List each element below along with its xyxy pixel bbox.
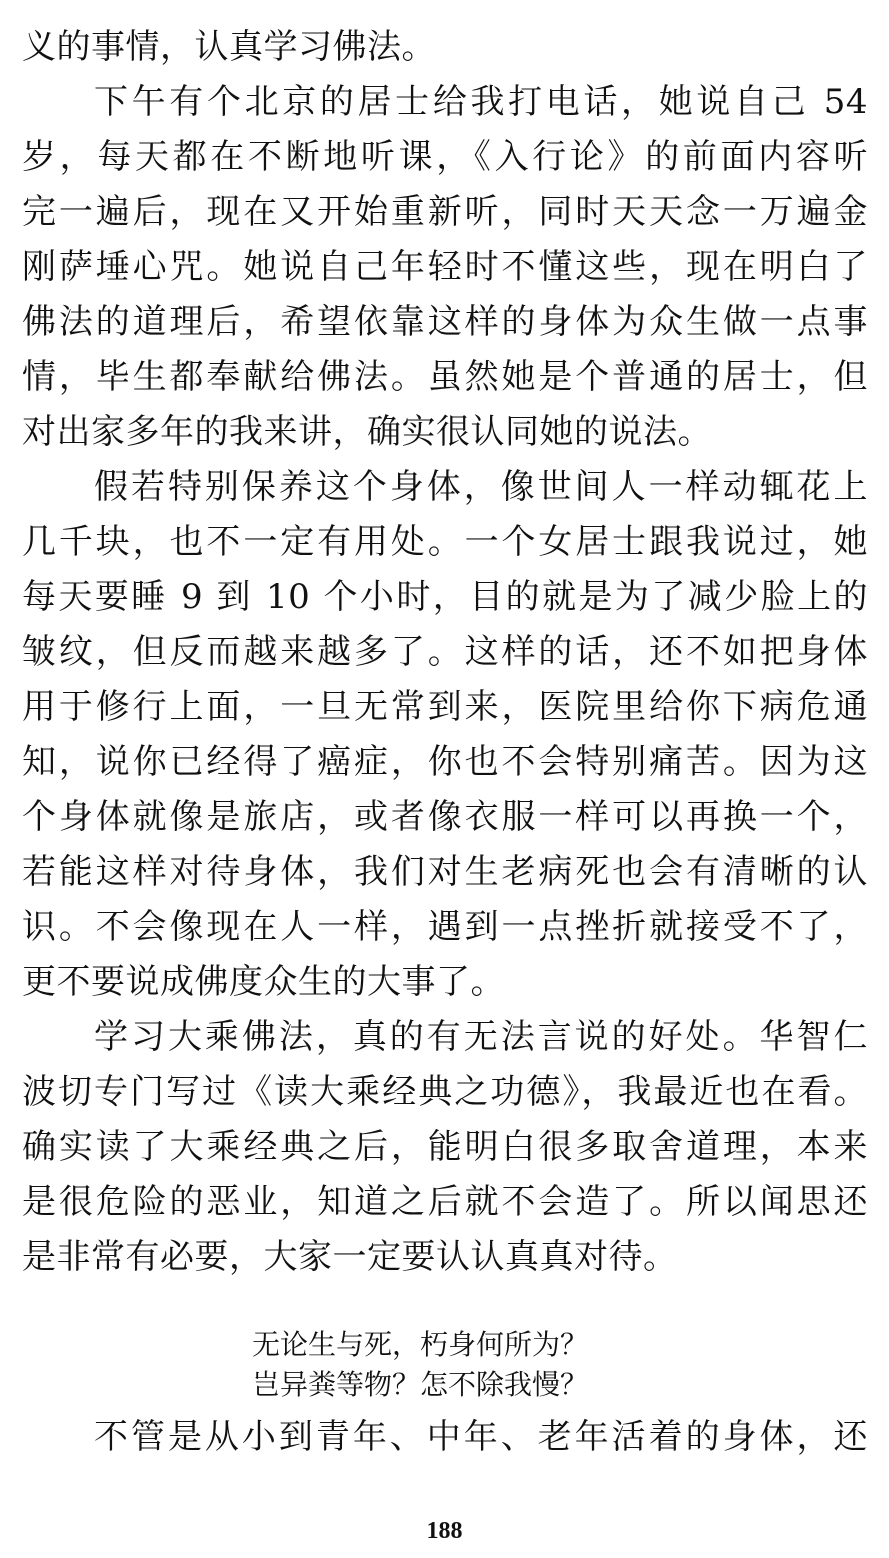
page-number: 188 [426, 1518, 463, 1544]
body-text [22, 20, 868, 1285]
text-line: 是很危险的恶业，知道之后就不会造了。所以闻思还 [22, 1182, 868, 1222]
text-line: 波切专门写过《读大乘经典之功德》，我最近也在看。 [22, 1072, 868, 1112]
text-line: 若能这样对待身体，我们对生老病死也会有清晰的认 [22, 852, 868, 892]
text-line: 学习大乘佛法，真的有无法言说的好处。华智仁 [94, 1017, 868, 1057]
text-line: 每天要睡 9 到 10 个小时，目的就是为了减少脸上的 [22, 577, 868, 617]
text-line: 识。不会像现在人一样，遇到一点挫折就接受不了， [22, 907, 868, 947]
text-line: 佛法的道理后，希望依靠这样的身体为众生做一点事 [22, 302, 868, 342]
verse-line-1: 无论生与死，朽身何所为？ [252, 1328, 589, 1361]
text-line: 下午有个北京的居士给我打电话，她说自己 54 [94, 82, 868, 122]
verse-block [252, 1325, 588, 1405]
text-line: 用于修行上面，一旦无常到来，医院里给你下病危通 [22, 687, 868, 727]
text-line: 对出家多年的我来讲，确实很认同她的说法。 [22, 412, 712, 452]
text-line: 完一遍后，现在又开始重新听，同时天天念一万遍金 [22, 192, 868, 232]
text-line: 知，说你已经得了癌症，你也不会特别痛苦。因为这 [22, 742, 868, 782]
text-line: 确实读了大乘经典之后，能明白很多取舍道理，本来 [22, 1127, 868, 1167]
text-line: 个身体就像是旅店，或者像衣服一样可以再换一个， [22, 797, 868, 837]
text-line: 假若特别保养这个身体，像世间人一样动辄花上 [94, 467, 868, 507]
text-line: 是非常有必要，大家一定要认认真真对待。 [22, 1237, 678, 1277]
text-line: 皱纹，但反而越来越多了。这样的话，还不如把身体 [22, 632, 868, 672]
verse-line-2: 岂异粪等物？怎不除我慢？ [252, 1368, 589, 1401]
text-line: 岁，每天都在不断地听课，《入行论》的前面内容听 [22, 137, 868, 177]
text-line: 不管是从小到青年、中年、老年活着的身体，还 [94, 1417, 868, 1457]
after-verse-text [22, 1410, 868, 1465]
text-line: 更不要说成佛度众生的大事了。 [22, 962, 505, 1002]
text-line: 刚萨埵心咒。她说自己年轻时不懂这些，现在明白了 [22, 247, 868, 287]
text-line: 几千块，也不一定有用处。一个女居士跟我说过，她 [22, 522, 868, 562]
text-line: 情，毕生都奉献给佛法。虽然她是个普通的居士，但 [22, 357, 868, 397]
text-line: 义的事情，认真学习佛法。 [22, 27, 436, 67]
